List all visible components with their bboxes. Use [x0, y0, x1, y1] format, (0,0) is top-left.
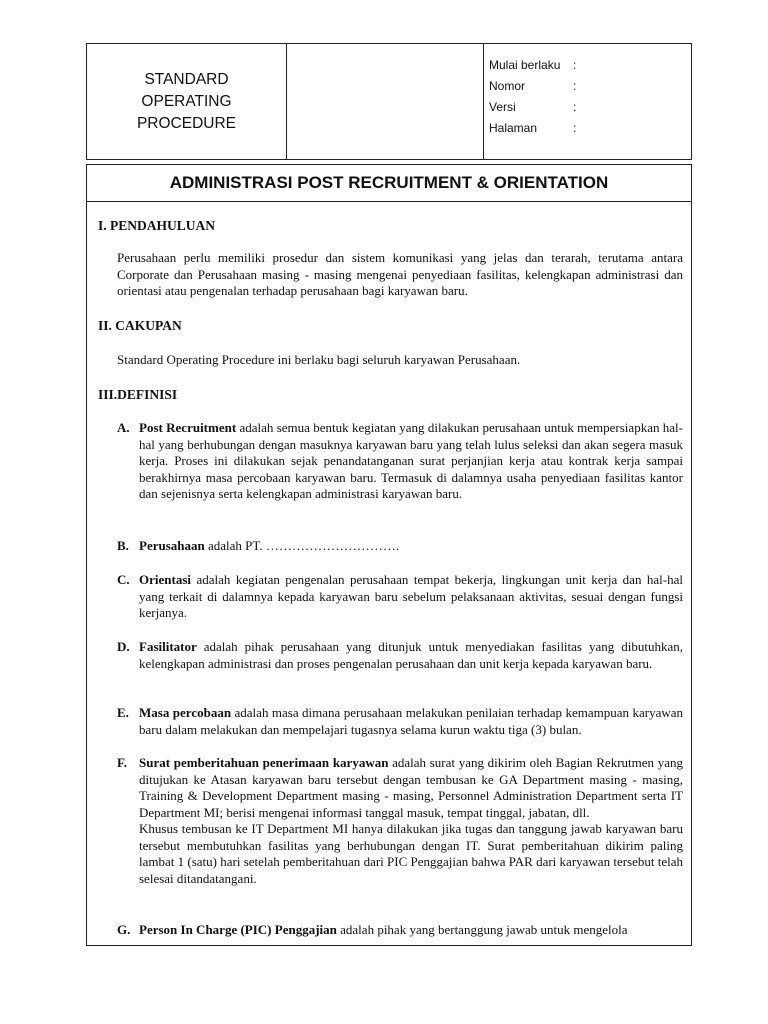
item-marker: A. — [117, 420, 130, 435]
sop-label — [87, 44, 287, 159]
definition-item — [117, 572, 683, 622]
meta-sep: : — [573, 58, 577, 72]
item-marker: B. — [117, 538, 129, 553]
item-desc: adalah kegiatan pengenalan perusahaan tempat bekerja, lingkungan unit kerja dan hal-hal yang terkait di dalamnya kepada karyawan baru sebelum pelaksanaan aktivitas, sesuai dengan fungsi kerjanya. — [139, 572, 683, 620]
meta-label: Mulai berlaku — [489, 58, 561, 72]
item-term: Person In Charge (PIC) Penggajian — [139, 922, 337, 937]
item-marker: D. — [117, 639, 130, 654]
item-marker: G. — [117, 922, 131, 937]
item-term: Surat pemberitahuan penerimaan karyawan — [139, 755, 389, 770]
sop-line-2: OPERATING — [141, 92, 232, 110]
item-marker: E. — [117, 705, 129, 720]
meta-row-page — [489, 121, 691, 142]
meta-row-number — [489, 79, 691, 100]
document-body — [86, 202, 692, 946]
item-text — [139, 755, 683, 887]
meta-sep: : — [573, 79, 577, 93]
item-text — [139, 538, 683, 555]
item-term: Orientasi — [139, 572, 191, 587]
item-desc: adalah semua bentuk kegiatan yang dilakukan perusahaan untuk mempersiapkan hal-hal yang berhubungan dengan masuknya karyawan baru yang telah lulus seleksi dan akan segera masuk kerja. Proses ini dilakukan sejak penandatanganan surat perjanjian kerja atau kontrak kerja sampai berakhirnya masa percobaan karyawan baru. Termasuk di dalamnya usaha penyediaan fasilitas kantor dan sejenisnya serta kelengkapan administrasi karyawan baru. — [139, 420, 683, 501]
meta-row-version — [489, 100, 691, 121]
item-text — [139, 922, 683, 939]
meta-cell — [484, 44, 691, 159]
document-title: ADMINISTRASI POST RECRUITMENT & ORIENTATION — [86, 164, 692, 202]
definition-item — [117, 705, 683, 738]
meta-row-start — [489, 58, 691, 79]
item-term: Perusahaan — [139, 538, 205, 553]
meta-label: Versi — [489, 100, 516, 114]
item-desc: adalah pihak yang bertanggung jawab untuk mengelola — [336, 922, 628, 937]
logo-cell — [287, 44, 484, 159]
section-heading: I. PENDAHULUAN — [98, 218, 216, 233]
item-text — [139, 705, 683, 738]
sop-line-1: STANDARD — [144, 70, 229, 88]
item-term: Masa percobaan — [139, 705, 232, 720]
item-term: Fasilitator — [139, 639, 197, 654]
header-table — [86, 43, 692, 160]
definition-item — [117, 755, 683, 887]
item-desc: adalah pihak perusahaan yang ditunjuk untuk menyediakan fasilitas yang dibutuhkan, kelengkapan administrasi dan proses pengenalan perusahaan dan unit kerja kepada karyawan baru. — [139, 639, 683, 671]
definition-item — [117, 538, 683, 555]
item-term: Post Recruitment — [139, 420, 237, 435]
item-marker: C. — [117, 572, 130, 587]
item-desc-continued: Khusus tembusan ke IT Department MI hanya dilakukan jika tugas dan tanggung jawab karyawan baru tersebut membutuhkan fasilitas yang berhubungan dengan IT. Surat pemberitahuan dikirim paling lambat 1 (satu) hari setelah pemberitahuan dari PIC Penggajian bahwa PAR dari karyawan tersebut telah selesai ditandatangani. — [139, 821, 683, 886]
meta-sep: : — [573, 100, 577, 114]
definition-item — [117, 420, 683, 503]
item-desc: adalah surat yang dikirim oleh Bagian Rekrutmen yang ditujukan ke Atasan karyawan baru tersebut dengan tembusan ke GA Department masing - masing, Training & Development Department masing - masing, Personnel Administration Department serta IT Department MI; berisi mengenai informasi tanggal masuk, tempat tinggal, jabatan, dll. — [139, 755, 683, 820]
item-desc: adalah PT. …………………………. — [204, 538, 400, 553]
meta-label: Nomor — [489, 79, 526, 93]
section-paragraph: Perusahaan perlu memiliki prosedur dan sistem komunikasi yang jelas dan terarah, terutama antara Corporate dan Perusahaan masing - masing mengenai penyediaan fasilitas, kelengkapan administrasi dan orientasi atau pengenalan terhadap perusahaan bagi karyawan baru. — [117, 250, 683, 298]
definition-item — [117, 922, 683, 939]
item-text — [139, 572, 683, 622]
section-paragraph: Standard Operating Procedure ini berlaku bagi seluruh karyawan Perusahaan. — [117, 352, 521, 367]
definition-item — [117, 639, 683, 672]
item-desc: adalah masa dimana perusahaan melakukan penilaian terhadap kemampuan karyawan baru dalam melakukan dan mempelajari tugasnya selama kurun waktu tiga (3) bulan. — [139, 705, 683, 737]
section-heading: II. CAKUPAN — [98, 318, 182, 333]
meta-sep: : — [573, 121, 577, 135]
meta-label: Halaman — [489, 121, 538, 135]
item-text — [139, 639, 683, 672]
item-marker: F. — [117, 755, 127, 770]
section-heading: III.DEFINISI — [98, 387, 178, 402]
item-text — [139, 420, 683, 503]
sop-line-3: PROCEDURE — [136, 114, 237, 132]
